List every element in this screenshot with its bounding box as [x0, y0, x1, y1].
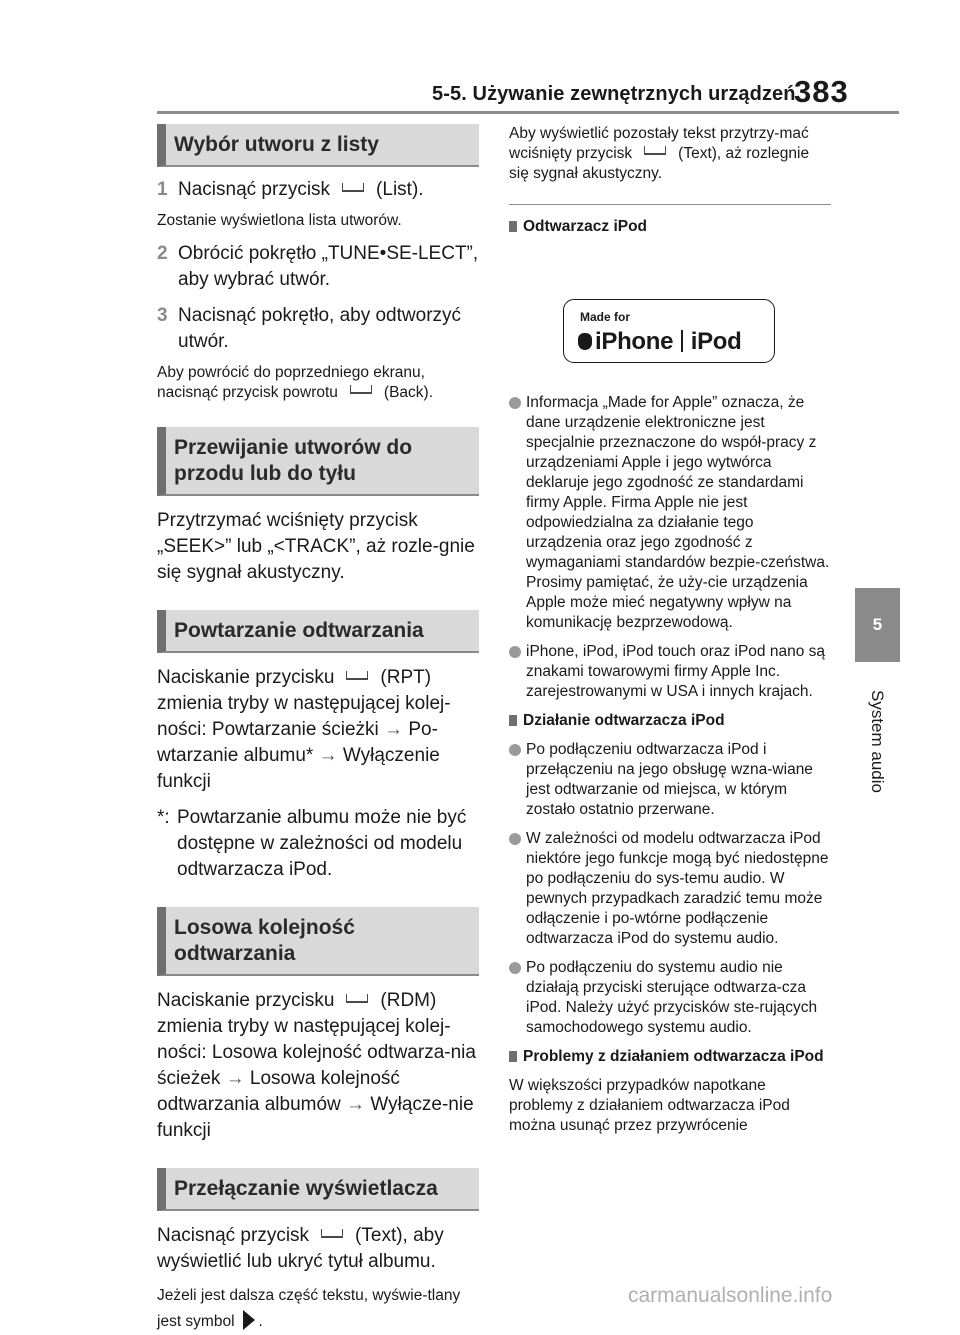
paragraph-seek: Przytrzymać wciśnięty przycisk „SEEK>” lub „<TRACK”, aż rozle-gnie się sygnał akustyczny.	[157, 510, 475, 583]
logo-made-for: Made for	[580, 310, 631, 324]
square-bullet-icon	[509, 221, 517, 232]
right-column	[509, 124, 831, 1136]
section-heading-track-list: Wybór utworu z listy	[157, 124, 479, 167]
page-number: 383	[794, 74, 849, 109]
subheading-ipod-operation: Działanie odtwarzacza iPod	[509, 711, 831, 731]
bullet-icon	[509, 397, 521, 409]
rpt-button-icon	[346, 671, 368, 680]
rdm-button-icon	[346, 994, 368, 1003]
bullet-trademarks: iPhone, iPod, iPod touch oraz iPod nano są znakami towarowymi firmy Apple Inc. zarejestrowanymi w USA i innych krajach.	[509, 642, 831, 702]
section-heading-random: Losowa kolejność odtwarzania	[157, 907, 479, 976]
bullet-icon	[509, 744, 521, 756]
made-for-iphone-ipod-logo	[563, 299, 775, 363]
step-number: 3	[157, 305, 168, 326]
bullet-icon	[509, 646, 521, 658]
arrow-icon: →	[346, 1094, 366, 1115]
watermark: carmanualsonline.info	[628, 1284, 833, 1307]
list-button-icon	[342, 183, 364, 192]
paragraph-text-scroll: Aby wyświetlić pozostały tekst przytrzy-mać wciśnięty przycisk (Text), aż rozlegnie się sygnał akustyczny.	[509, 125, 810, 182]
bullet-controls: Po podłączeniu do systemu audio nie działają przyciski sterujące odtwarza-cza iPod. Należy użyć przycisków ste-rujących samochodowego systemu audio.	[509, 958, 831, 1038]
arrow-icon: →	[384, 719, 404, 740]
footnote	[157, 805, 479, 883]
note-back: Aby powrócić do poprzedniego ekranu, nacisnąć przycisk powrotu (Back).	[157, 364, 434, 401]
arrow-icon: →	[318, 745, 338, 766]
paragraph-display: Nacisnąć przycisk (Text), aby wyświetlić lub ukryć tytuł albumu.	[157, 1225, 444, 1272]
note-more-text: Jeżeli jest dalsza część tekstu, wyświe-tlany jest symbol .	[157, 1287, 461, 1330]
bullet-made-for-apple: Informacja „Made for Apple” oznacza, że dane urządzenie elektroniczne jest specjalnie przeznaczone do współ-pracy z urządzeniami Apple i jego wytwórca deklaruje jego zgodność ze standardami firmy Apple. Firma Apple nie jest odpowiedzialna za działanie tego urządzenia oraz jego zgodność z wymaganiami standardów bezpie-czeństwa. Prosimy pamiętać, że uży-cie urządzenia Apple może mieć negatywny wpływ na komunikację bezprzewodową.	[509, 393, 831, 633]
subheading-ipod-problems: Problemy z działaniem odtwarzacza iPod	[509, 1047, 831, 1067]
bullet-icon	[509, 833, 521, 845]
step-number: 1	[157, 179, 168, 200]
more-text-arrow-icon	[243, 1310, 255, 1330]
footnote-text: Powtarzanie albumu może nie być dostępne w zależności od modelu odtwarzacza iPod.	[177, 807, 467, 880]
text-button-icon	[321, 1229, 343, 1238]
text-button-icon	[644, 146, 666, 155]
logo-products: iPhone iPod	[578, 328, 742, 356]
step-1	[157, 177, 479, 203]
bullet-resume: Po podłączeniu odtwarzacza iPod i przełączeniu na jego obsługę wzna-wiane jest odtwarzanie od miejsca, w którym zostało ostatnio przerwane.	[509, 740, 831, 820]
step-text: Obrócić pokrętło „TUNE•SE-LECT”, aby wybrać utwór.	[178, 243, 479, 290]
chapter-label: System audio	[868, 690, 887, 793]
paragraph-problems: W większości przypadków napotkane problemy z działaniem odtwarzacza iPod można usunąć przez przywrócenie	[509, 1077, 790, 1134]
step-text: Nacisnąć pokrętło, aby odtworzyć utwór.	[178, 305, 462, 352]
square-bullet-icon	[509, 715, 517, 726]
subheading-ipod-player: Odtwarzacz iPod	[509, 217, 831, 237]
bullet-icon	[509, 962, 521, 974]
note-track-list: Zostanie wyświetlona lista utworów.	[157, 212, 402, 229]
step-2	[157, 241, 479, 293]
header-rule	[157, 111, 899, 114]
section-heading-display: Przełączanie wyświetlacza	[157, 1168, 479, 1211]
paragraph-repeat: Naciskanie przycisku (RPT) zmienia tryby w następującej kolej-ności: Powtarzanie ścieżki → Po-wtarzanie albumu* → Wyłączenie funkcji	[157, 667, 451, 792]
chapter-tab[interactable]: 5	[855, 588, 900, 662]
section-heading-repeat: Powtarzanie odtwarzania	[157, 610, 479, 653]
logo-divider	[681, 330, 683, 352]
step-3	[157, 303, 479, 355]
section-heading-seek: Przewijanie utworów do przodu lub do tyłu	[157, 427, 479, 496]
square-bullet-icon	[509, 1051, 517, 1062]
paragraph-random: Naciskanie przycisku (RDM) zmienia tryby w następującej kolej-ności: Losowa kolejność odtwarza-nia ścieżek → Losowa kolejność odtwarzania albumów → Wyłącze-nie funkcji	[157, 990, 476, 1141]
footnote-mark: *:	[157, 807, 170, 828]
apple-icon	[578, 333, 592, 350]
step-text: Nacisnąć przycisk (List).	[178, 179, 424, 200]
arrow-icon: →	[225, 1068, 245, 1089]
back-button-icon	[350, 385, 372, 394]
step-number: 2	[157, 243, 168, 264]
left-column	[157, 124, 479, 1335]
header-section-title: 5-5. Używanie zewnętrznych urządzeń	[432, 83, 796, 105]
divider	[509, 204, 831, 205]
bullet-functions-unavailable: W zależności od modelu odtwarzacza iPod niektóre jego funkcje mogą być niedostępne po podłączeniu do sys-temu audio. W pewnych przypadkach zaradzić temu może odłączenie i po-wtórne podłączenie odtwarzacza iPod do systemu audio.	[509, 829, 831, 949]
